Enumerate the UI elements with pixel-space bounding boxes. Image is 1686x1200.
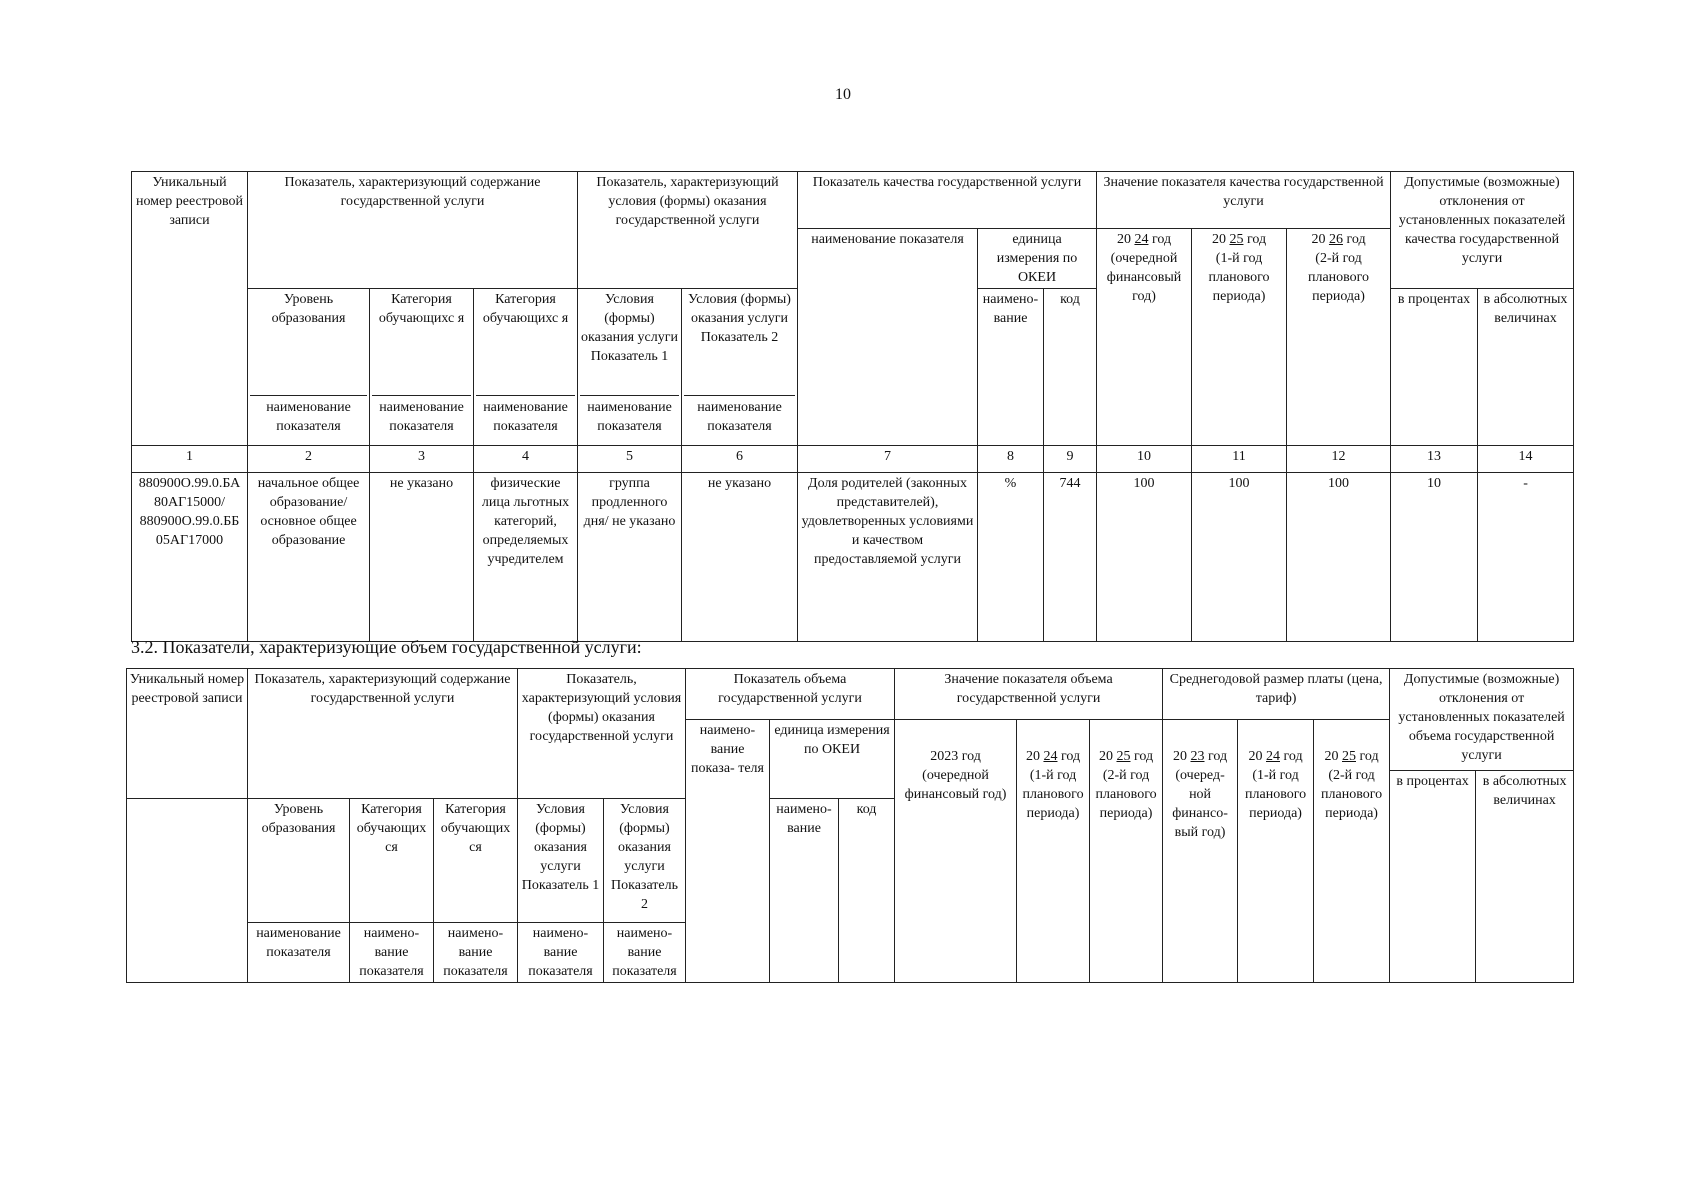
column-number: 9 [1044, 446, 1097, 473]
volume-value-group-header: Значение показателя объема государственной услуги [895, 669, 1163, 720]
deviation-percent-header: в процентах [1391, 289, 1478, 446]
conditions-indicator-group-header: Показатель, характеризующий условия (формы) оказания государственной услуги [578, 172, 798, 289]
edu-level-header: Уровень образования [248, 799, 350, 923]
category2-label: наименование показателя [476, 395, 575, 436]
value-2025-cell: 100 [1192, 473, 1287, 642]
category2-cell: физические лица льготных категорий, определяемых учредителем [474, 473, 578, 642]
deviation-absolute-header: в абсолютных величинах [1476, 771, 1574, 983]
year-value: 25 [1229, 232, 1244, 247]
year-prefix: 20 [1248, 749, 1263, 764]
column-number: 8 [978, 446, 1044, 473]
edu-level-cell: начальное общее образование/ основное общее образование [248, 473, 370, 642]
year-suffix: год [1133, 749, 1154, 764]
category1-label: наимено- вание показателя [350, 923, 434, 983]
deviations-group-header: Допустимые (возможные) отклонения от установленных показателей объема государственной услуги [1390, 669, 1574, 771]
conditions1-header: Условия (формы) оказания услуги Показатель 1 [518, 799, 604, 923]
category1-title: Категория обучающихс я [378, 292, 465, 326]
quality-indicators-table [131, 171, 1574, 642]
unit-code-cell: 744 [1044, 473, 1097, 642]
conditions2-cell: не указано [682, 473, 798, 642]
category2-label: наимено- вание показателя [434, 923, 518, 983]
unit-name-cell: % [978, 473, 1044, 642]
year-suffix: год [1359, 749, 1379, 764]
edu-level-header [248, 289, 370, 446]
edu-level-label: наименование показателя [248, 923, 350, 983]
column-number: 10 [1097, 446, 1192, 473]
year-value: 23 [1190, 749, 1205, 764]
deviation-absolute-cell: - [1478, 473, 1574, 642]
year-suffix: год [1246, 232, 1267, 247]
year-description: (2-й год планового периода) [1307, 251, 1370, 304]
quality-value-group-header: Значение показателя качества государственной услуги [1097, 172, 1391, 229]
indicator-name-cell: Доля родителей (законных представителей), удовлетворенных условиями и качеством предоставляемой услуги [798, 473, 978, 642]
conditions1-header [578, 289, 682, 446]
registry-number-filler [127, 799, 248, 983]
year-suffix: год [1060, 749, 1081, 764]
volume-indicator-name-header: наимено- вание показа- теля [686, 720, 770, 983]
year-prefix: 20 [1173, 749, 1187, 764]
column-number: 7 [798, 446, 978, 473]
conditions2-header [682, 289, 798, 446]
column-number: 2 [248, 446, 370, 473]
category1-label: наименование показателя [372, 395, 471, 436]
content-indicator-group-header: Показатель, характеризующий содержание государственной услуги [248, 172, 578, 289]
registry-number-cell: 880900О.99.0.БА 80АГ15000/ 880900О.99.0.ББ 05АГ17000 [132, 473, 248, 642]
registry-number-header: Уникальный номер реестровой записи [127, 669, 248, 799]
conditions2-label: наимено- вание показателя [604, 923, 686, 983]
category1-cell: не указано [370, 473, 474, 642]
year-suffix: год [1346, 232, 1366, 247]
edu-level-title: Уровень образования [271, 292, 346, 326]
year-prefix: 20 [1311, 232, 1326, 247]
deviation-absolute-header: в абсолютных величинах [1478, 289, 1574, 446]
year-prefix: 20 [1324, 749, 1339, 764]
volume-year-2023-header [895, 720, 1017, 983]
quality-indicator-group-header: Показатель качества государственной услуги [798, 172, 1097, 229]
unit-name-header: наимено- вание [770, 799, 839, 983]
category2-header [474, 289, 578, 446]
conditions-indicator-group-header: Показатель, характеризующий условия (формы) оказания государственной услуги [518, 669, 686, 799]
content-indicator-group-header: Показатель, характеризующий содержание государственной услуги [248, 669, 518, 799]
column-numbers-row [132, 446, 1574, 473]
fee-year-2023-header [1163, 720, 1238, 983]
column-number: 3 [370, 446, 474, 473]
column-number: 6 [682, 446, 798, 473]
year-description: (1-й год планового периода) [1208, 251, 1270, 304]
year-prefix: 20 [1025, 749, 1040, 764]
volume-indicators-table [126, 668, 1574, 983]
section-heading: 3.2. Показатели, характеризующие объем государственной услуги: [131, 637, 642, 657]
year-description: (2-й год планового периода) [1321, 768, 1383, 821]
fee-year-2024-header [1238, 720, 1314, 983]
registry-number-header: Уникальный номер реестровой записи [132, 172, 248, 446]
deviation-percent-header: в процентах [1390, 771, 1476, 983]
year-value: 25 [1342, 749, 1356, 764]
year-description: (1-й год планового периода) [1245, 768, 1307, 821]
year-value: 2023 год [930, 749, 981, 764]
unit-okei-header: единица измерения по ОКЕИ [978, 229, 1097, 289]
year-prefix: 20 [1211, 232, 1226, 247]
year-value: 25 [1116, 749, 1131, 764]
conditions1-title: Условия (формы) оказания услуги Показатель 1 [581, 292, 678, 364]
column-number: 4 [474, 446, 578, 473]
page-number: 10 [835, 86, 851, 103]
category2-header: Категория обучающих ся [434, 799, 518, 923]
column-number: 12 [1287, 446, 1391, 473]
year-prefix: 20 [1116, 232, 1131, 247]
year-2026-header [1287, 229, 1391, 446]
year-2025-header [1192, 229, 1287, 446]
year-value: 24 [1043, 749, 1058, 764]
year-description: (1-й год планового периода) [1022, 768, 1084, 821]
edu-level-label: наименование показателя [250, 395, 367, 436]
conditions2-title: Условия (формы) оказания услуги Показатель 2 [688, 292, 791, 345]
value-2026-cell: 100 [1287, 473, 1391, 642]
deviation-percent-cell: 10 [1391, 473, 1478, 642]
year-value: 26 [1328, 232, 1343, 247]
year-suffix: год [1151, 232, 1172, 247]
column-number: 5 [578, 446, 682, 473]
category2-title: Категория обучающихс я [482, 292, 569, 326]
year-description: (очеред- ной финансо- вый год) [1172, 768, 1228, 840]
year-description: (очередной финансовый год) [904, 768, 1007, 802]
year-value: 24 [1266, 749, 1280, 764]
year-suffix: год [1283, 749, 1303, 764]
value-2024-cell: 100 [1097, 473, 1192, 642]
volume-year-2024-header [1017, 720, 1090, 983]
year-description: (очередной финансовый год) [1106, 251, 1182, 304]
column-number: 1 [132, 446, 248, 473]
year-prefix: 20 [1098, 749, 1113, 764]
fee-year-2025-header [1314, 720, 1390, 983]
column-number: 14 [1478, 446, 1574, 473]
unit-okei-header: единица измерения по ОКЕИ [770, 720, 895, 799]
conditions1-label: наименование показателя [580, 395, 679, 436]
table-row [132, 473, 1574, 642]
conditions2-label: наименование показателя [684, 395, 795, 436]
column-number: 11 [1192, 446, 1287, 473]
volume-year-2025-header [1090, 720, 1163, 983]
unit-code-header: код [839, 799, 895, 983]
conditions1-label: наимено- вание показателя [518, 923, 604, 983]
category1-header [370, 289, 474, 446]
year-description: (2-й год планового периода) [1095, 768, 1157, 821]
conditions2-header: Условия (формы) оказания услуги Показатель 2 [604, 799, 686, 923]
volume-indicator-group-header: Показатель объема государственной услуги [686, 669, 895, 720]
indicator-name-header: наименование показателя [798, 229, 978, 446]
column-number: 13 [1391, 446, 1478, 473]
year-suffix: год [1208, 749, 1228, 764]
unit-code-header: код [1044, 289, 1097, 446]
category1-header: Категория обучающих ся [350, 799, 434, 923]
year-value: 24 [1134, 232, 1149, 247]
avg-fee-group-header: Среднегодовой размер платы (цена, тариф) [1163, 669, 1390, 720]
year-2024-header [1097, 229, 1192, 446]
deviations-group-header: Допустимые (возможные) отклонения от установленных показателей качества государственной услуги [1391, 172, 1574, 289]
unit-name-header: наимено- вание [978, 289, 1044, 446]
conditions1-cell: группа продленного дня/ не указано [578, 473, 682, 642]
